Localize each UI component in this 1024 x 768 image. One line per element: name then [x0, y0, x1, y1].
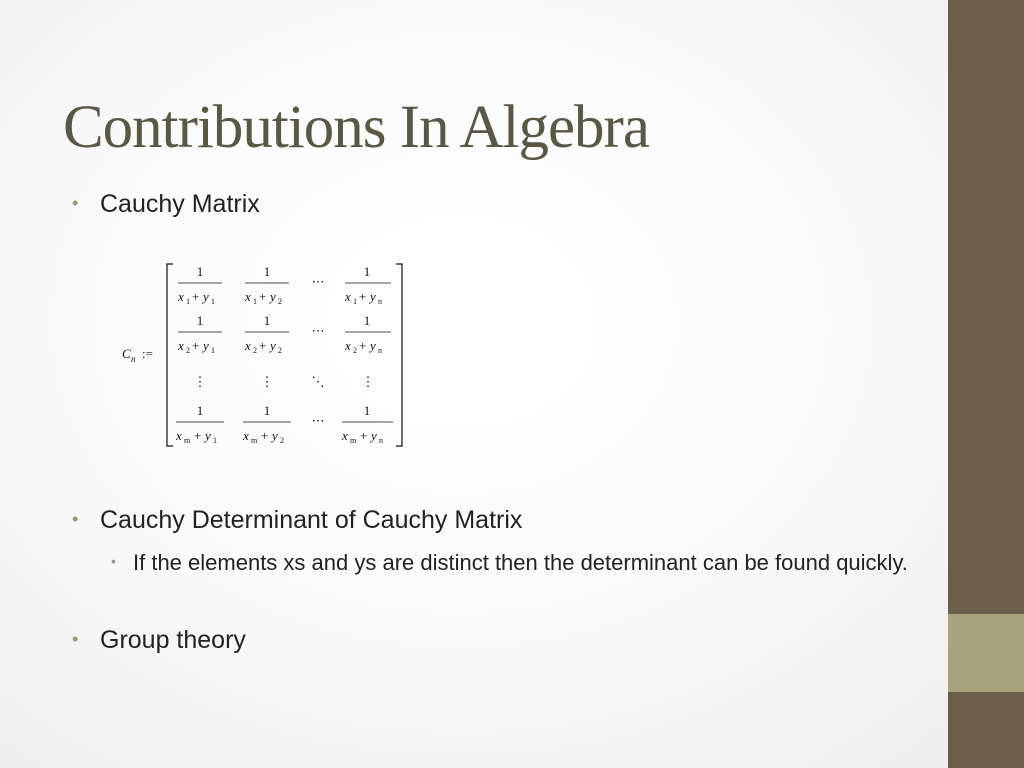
svg-text:x: x — [176, 428, 182, 443]
cauchy-matrix-formula — [120, 258, 410, 452]
svg-text:1: 1 — [213, 436, 217, 445]
svg-text:y: y — [371, 428, 377, 443]
matrix-lhs — [122, 346, 153, 364]
matrix-cell — [242, 403, 291, 445]
matrix-cell — [344, 313, 391, 355]
svg-text:y: y — [270, 338, 276, 353]
svg-text:2: 2 — [278, 346, 282, 355]
svg-text:x: x — [178, 289, 184, 304]
bullet-marker: • — [72, 193, 79, 213]
svg-text:x: x — [345, 338, 351, 353]
svg-text:+: + — [359, 289, 367, 304]
svg-text:⋮: ⋮ — [361, 374, 375, 389]
sub-bullet-marker: • — [111, 553, 116, 569]
svg-text:2: 2 — [253, 346, 257, 355]
matrix-row-2 — [177, 313, 391, 355]
svg-text:x: x — [245, 289, 251, 304]
svg-text:x: x — [243, 428, 249, 443]
svg-text:m: m — [251, 436, 258, 445]
svg-text:1: 1 — [353, 297, 357, 306]
svg-text:⋮: ⋮ — [193, 374, 207, 389]
matrix-row-m — [175, 403, 393, 445]
svg-text:x: x — [178, 338, 184, 353]
svg-text:⋮: ⋮ — [260, 374, 274, 389]
svg-text:1: 1 — [363, 264, 371, 279]
svg-text::=: := — [142, 346, 153, 361]
svg-text:m: m — [184, 436, 191, 445]
svg-text:+: + — [194, 428, 202, 443]
svg-text:+: + — [259, 338, 267, 353]
svg-text:1: 1 — [196, 264, 204, 279]
svg-text:⋯: ⋯ — [311, 413, 325, 428]
svg-text:y: y — [272, 428, 278, 443]
svg-text:1: 1 — [263, 264, 271, 279]
svg-text:m: m — [350, 436, 357, 445]
svg-text:⋱: ⋱ — [311, 374, 325, 389]
matrix-cell — [341, 403, 393, 445]
svg-text:1: 1 — [263, 403, 271, 418]
svg-text:+: + — [192, 289, 200, 304]
svg-text:1: 1 — [196, 313, 204, 328]
svg-text:1: 1 — [263, 313, 271, 328]
svg-text:1: 1 — [253, 297, 257, 306]
svg-text:x: x — [345, 289, 351, 304]
svg-text:1: 1 — [211, 297, 215, 306]
svg-text:C: C — [122, 346, 131, 361]
svg-text:y: y — [203, 289, 209, 304]
svg-text:x: x — [245, 338, 251, 353]
bullet-group-theory: Group theory — [100, 626, 246, 654]
svg-text:+: + — [259, 289, 267, 304]
svg-text:2: 2 — [280, 436, 284, 445]
slide-title: Contributions In Algebra — [63, 94, 649, 161]
svg-text:+: + — [360, 428, 368, 443]
matrix-cell — [177, 313, 222, 355]
svg-text:⋯: ⋯ — [311, 274, 325, 289]
svg-text:+: + — [359, 338, 367, 353]
svg-text:1: 1 — [363, 313, 371, 328]
svg-text:1: 1 — [196, 403, 204, 418]
matrix-cell — [177, 264, 222, 306]
svg-text:1: 1 — [211, 346, 215, 355]
svg-text:⋯: ⋯ — [311, 323, 325, 338]
bullet-cauchy-matrix: Cauchy Matrix — [100, 190, 260, 218]
svg-text:y: y — [203, 338, 209, 353]
matrix-cell — [244, 313, 289, 355]
bullet-marker: • — [72, 509, 79, 529]
svg-text:n: n — [378, 346, 382, 355]
svg-text:n: n — [379, 436, 383, 445]
svg-text:y: y — [270, 289, 276, 304]
svg-text:x: x — [342, 428, 348, 443]
svg-text:2: 2 — [353, 346, 357, 355]
svg-text:y: y — [370, 289, 376, 304]
right-bracket — [396, 264, 402, 446]
left-bracket — [167, 264, 173, 446]
svg-text:+: + — [261, 428, 269, 443]
sub-bullet-distinct-elements: If the elements xs and ys are distinct then the determinant can be found quickly. — [133, 550, 908, 575]
sidebar-accent-block — [948, 614, 1024, 692]
svg-text:+: + — [192, 338, 200, 353]
svg-text:n: n — [378, 297, 382, 306]
matrix-cell — [344, 264, 391, 306]
svg-text:2: 2 — [186, 346, 190, 355]
svg-text:1: 1 — [186, 297, 190, 306]
svg-text:1: 1 — [363, 403, 371, 418]
svg-text:y: y — [205, 428, 211, 443]
svg-text:y: y — [370, 338, 376, 353]
matrix-row-dots — [194, 374, 375, 389]
matrix-cell — [244, 264, 289, 306]
bullet-marker: • — [72, 629, 79, 649]
matrix-row-1 — [177, 264, 391, 306]
svg-text:2: 2 — [278, 297, 282, 306]
matrix-cell — [175, 403, 224, 445]
bullet-cauchy-determinant: Cauchy Determinant of Cauchy Matrix — [100, 506, 523, 534]
svg-text:n: n — [131, 354, 136, 364]
